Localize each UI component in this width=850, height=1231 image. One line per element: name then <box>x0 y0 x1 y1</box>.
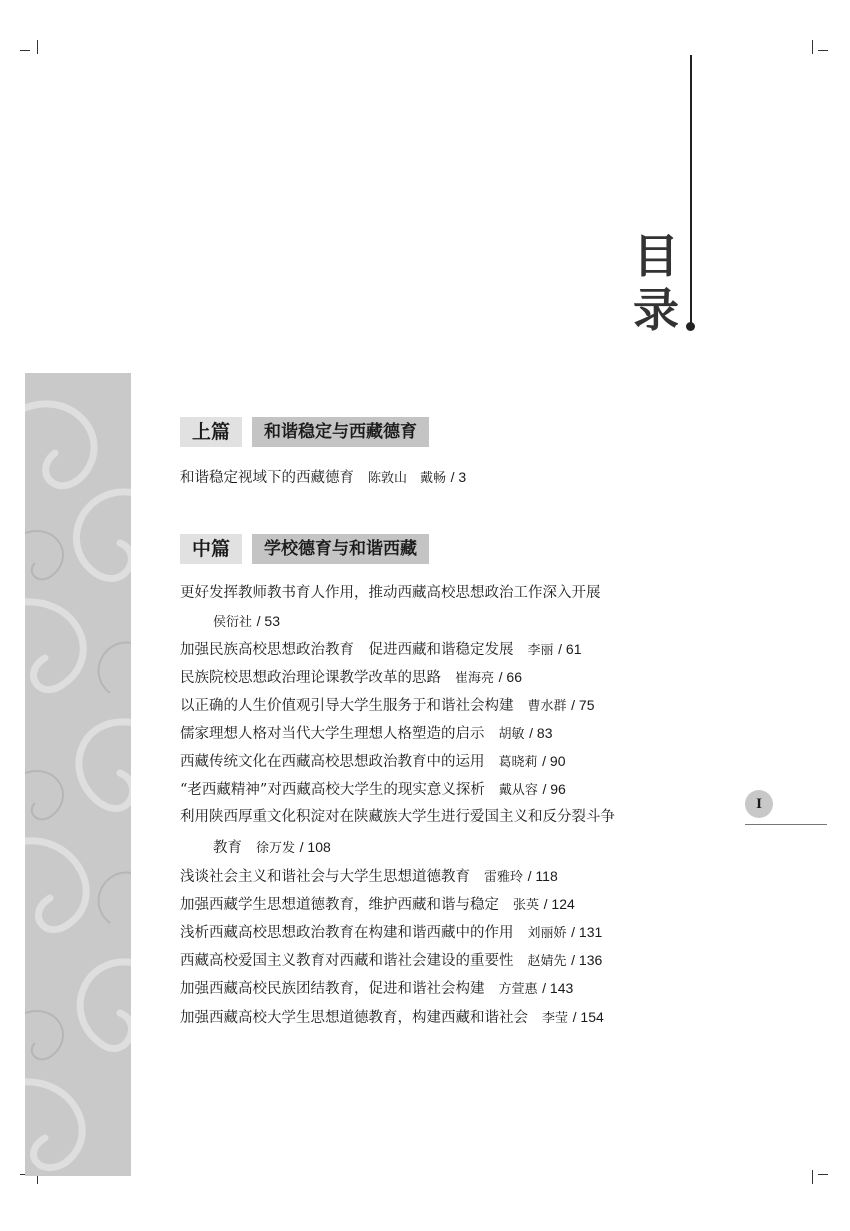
entry-title: 利用陕西厚重文化积淀对在陕藏族大学生进行爱国主义和反分裂斗争 <box>180 809 615 825</box>
toc-entry[interactable] <box>180 778 566 802</box>
page-number-rule <box>745 824 827 825</box>
entry-title: 加强西藏高校民族团结教育，促进和谐社会构建 <box>180 981 485 997</box>
entry-page: / 154 <box>572 1009 604 1025</box>
entry-title: 儒家理想人格对当代大学生理想人格塑造的启示 <box>180 726 485 742</box>
toc-entry[interactable] <box>180 638 581 662</box>
page-title-char-1: 目 <box>633 229 679 283</box>
toc-entry-continuation[interactable] <box>213 836 331 860</box>
entry-author: 葛晓莉 <box>498 755 538 770</box>
entry-title: 加强民族高校思想政治教育 促进西藏和谐稳定发展 <box>180 642 514 658</box>
entry-title: 更好发挥教师教书育人作用，推动西藏高校思想政治工作深入开展 <box>180 585 601 601</box>
page-title-char-2: 录 <box>633 283 679 337</box>
toc-entry[interactable] <box>180 466 466 490</box>
toc-entry-continuation[interactable] <box>213 610 280 634</box>
toc-entry[interactable] <box>180 1006 604 1030</box>
toc-entry[interactable] <box>180 806 615 828</box>
crop-mark-bottom-right <box>818 1174 828 1175</box>
entry-page: / 90 <box>542 753 566 769</box>
entry-page: / 96 <box>542 781 566 797</box>
toc-entry[interactable] <box>180 865 558 889</box>
section-header-part-1 <box>180 417 429 447</box>
entry-page: / 3 <box>450 469 467 485</box>
toc-entry[interactable] <box>180 893 575 917</box>
entry-title: 西藏高校爱国主义教育对西藏和谐社会建设的重要性 <box>180 953 514 969</box>
section-label: 上篇 <box>180 417 242 447</box>
entry-title: “老西藏精神”对西藏高校大学生的现实意义探析 <box>180 782 485 798</box>
section-title: 学校德育与和谐西藏 <box>252 534 429 564</box>
title-rule-dot <box>686 322 695 331</box>
entry-title: 浅析西藏高校思想政治教育在构建和谐西藏中的作用 <box>180 925 514 941</box>
toc-entry[interactable] <box>180 722 552 746</box>
entry-author: 张英 <box>513 898 540 913</box>
entry-page: / 75 <box>571 697 595 713</box>
entry-author: 刘丽娇 <box>527 926 567 941</box>
toc-entry[interactable] <box>180 977 573 1001</box>
entry-page: / 124 <box>543 896 575 912</box>
entry-page: / 66 <box>498 669 522 685</box>
entry-title: 民族院校思想政治理论课教学改革的思路 <box>180 670 441 686</box>
entry-title: 西藏传统文化在西藏高校思想政治教育中的运用 <box>180 754 485 770</box>
entry-page: / 143 <box>542 980 574 996</box>
entry-page: / 131 <box>571 924 603 940</box>
toc-entry[interactable] <box>180 750 565 774</box>
section-label: 中篇 <box>180 534 242 564</box>
entry-author: 赵婧先 <box>527 954 567 969</box>
entry-page: / 108 <box>299 839 331 855</box>
section-title: 和谐稳定与西藏德育 <box>252 417 429 447</box>
entry-title: 和谐稳定视域下的西藏德育 <box>180 470 354 486</box>
entry-author: 崔海亮 <box>455 671 495 686</box>
entry-author: 胡敏 <box>498 727 525 742</box>
entry-author: 徐万发 <box>256 841 296 856</box>
entry-page: / 136 <box>571 952 603 968</box>
entry-author: 陈敦山 戴畅 <box>368 471 447 486</box>
entry-author: 方萱惠 <box>498 982 538 997</box>
toc-entry[interactable] <box>180 694 594 718</box>
crop-mark-top-left <box>20 50 30 51</box>
entry-page: / 61 <box>558 641 582 657</box>
title-vertical-rule <box>690 55 692 328</box>
entry-title: 浅谈社会主义和谐社会与大学生思想道德教育 <box>180 869 470 885</box>
entry-page: / 118 <box>527 868 558 884</box>
toc-entry[interactable] <box>180 582 601 604</box>
entry-author: 李丽 <box>527 643 554 658</box>
toc-entry[interactable] <box>180 666 522 690</box>
entry-title: 加强西藏学生思想道德教育，维护西藏和谐与稳定 <box>180 897 499 913</box>
entry-author: 戴从容 <box>498 783 538 798</box>
cloud-pattern-icon <box>25 373 131 1176</box>
crop-mark-top-right <box>812 40 813 54</box>
entry-page: / 83 <box>529 725 553 741</box>
toc-entry[interactable] <box>180 949 602 973</box>
crop-mark-bottom-right <box>812 1170 813 1184</box>
entry-author: 曹水群 <box>527 699 567 714</box>
entry-title: 教育 <box>213 840 242 856</box>
page-number-badge: I <box>745 790 773 818</box>
decorative-sidebar <box>25 373 131 1176</box>
toc-entry[interactable] <box>180 921 602 945</box>
entry-page: / 53 <box>256 613 280 629</box>
entry-author: 侯衍社 <box>213 615 253 630</box>
entry-title: 以正确的人生价值观引导大学生服务于和谐社会构建 <box>180 698 514 714</box>
section-header-part-2 <box>180 534 429 564</box>
entry-author: 雷雅玲 <box>484 870 524 885</box>
entry-title: 加强西藏高校大学生思想道德教育，构建西藏和谐社会 <box>180 1010 528 1026</box>
crop-mark-top-right <box>818 50 828 51</box>
crop-mark-top-left <box>37 40 38 54</box>
entry-author: 李莹 <box>542 1011 569 1026</box>
